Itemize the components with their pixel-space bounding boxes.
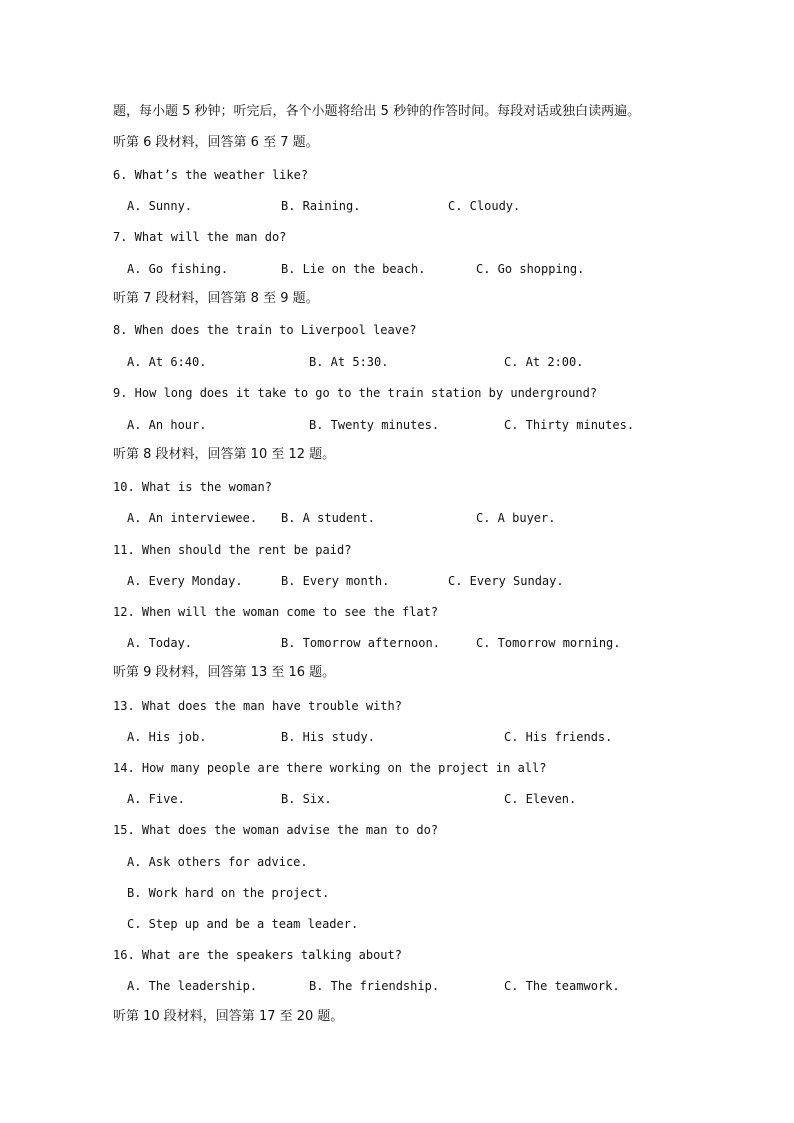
section-heading-8: 听第 8 段材料，回答第 10 至 12 题。 [113, 447, 336, 462]
question-6-stem: 6. What’s the weather like? [113, 168, 309, 182]
question-16-stem: 16. What are the speakers talking about? [113, 948, 402, 962]
question-15-option-b: B. Work hard on the project. [127, 886, 330, 900]
question-11-option-b: B. Every month. [281, 574, 390, 588]
question-9-option-b: B. Twenty minutes. [309, 418, 440, 432]
question-10-option-a: A. An interviewee. [127, 511, 258, 525]
question-14-stem: 14. How many people are there working on the project in all? [113, 761, 547, 775]
question-15-stem: 15. What does the woman advise the man to do? [113, 823, 439, 837]
section-heading-9: 听第 9 段材料，回答第 13 至 16 题。 [113, 665, 336, 680]
question-7-stem: 7. What will the man do? [113, 230, 287, 244]
question-13-option-a: A. His job. [127, 730, 207, 744]
question-13-option-b: B. His study. [281, 730, 375, 744]
question-11-option-c: C. Every Sunday. [448, 574, 564, 588]
question-12-option-c: C. Tomorrow morning. [476, 636, 621, 650]
question-16-option-c: C. The teamwork. [504, 979, 620, 993]
question-7-option-c: C. Go shopping. [476, 262, 585, 276]
question-12-option-b: B. Tomorrow afternoon. [281, 636, 440, 650]
question-10-option-c: C. A buyer. [476, 511, 556, 525]
section-heading-6: 听第 6 段材料，回答第 6 至 7 题。 [113, 135, 319, 150]
question-9-stem: 9. How long does it take to go to the train station by underground? [113, 386, 598, 400]
question-6-option-c: C. Cloudy. [448, 199, 521, 213]
question-14-option-a: A. Five. [127, 792, 185, 806]
question-8-option-b: B. At 5:30. [309, 355, 389, 369]
question-14-option-b: B. Six. [281, 792, 332, 806]
question-14-option-c: C. Eleven. [504, 792, 577, 806]
question-8-option-a: A. At 6:40. [127, 355, 207, 369]
question-16-option-b: B. The friendship. [309, 979, 440, 993]
question-7-option-a: A. Go fishing. [127, 262, 229, 276]
question-16-option-a: A. The leadership. [127, 979, 258, 993]
question-9-option-c: C. Thirty minutes. [504, 418, 635, 432]
question-12-option-a: A. Today. [127, 636, 193, 650]
question-10-option-b: B. A student. [281, 511, 375, 525]
question-11-stem: 11. When should the rent be paid? [113, 543, 352, 557]
question-8-stem: 8. When does the train to Liverpool leave? [113, 323, 417, 337]
question-7-option-b: B. Lie on the beach. [281, 262, 426, 276]
section-heading-10: 听第 10 段材料，回答第 17 至 20 题。 [113, 1009, 344, 1024]
question-15-option-a: A. Ask others for advice. [127, 855, 308, 869]
question-6-option-b: B. Raining. [281, 199, 361, 213]
question-9-option-a: A. An hour. [127, 418, 207, 432]
question-11-option-a: A. Every Monday. [127, 574, 243, 588]
question-13-stem: 13. What does the man have trouble with? [113, 699, 402, 713]
section-heading-7: 听第 7 段材料，回答第 8 至 9 题。 [113, 291, 319, 306]
question-8-option-c: C. At 2:00. [504, 355, 584, 369]
question-6-option-a: A. Sunny. [127, 199, 193, 213]
question-12-stem: 12. When will the woman come to see the flat? [113, 605, 439, 619]
question-13-option-c: C. His friends. [504, 730, 613, 744]
question-10-stem: 10. What is the woman? [113, 480, 272, 494]
question-15-option-c: C. Step up and be a team leader. [127, 917, 359, 931]
intro-line: 题，每小题 5 秒钟；听完后，各个小题将给出 5 秒钟的作答时间。每段对话或独白读两遍。 [113, 104, 641, 119]
